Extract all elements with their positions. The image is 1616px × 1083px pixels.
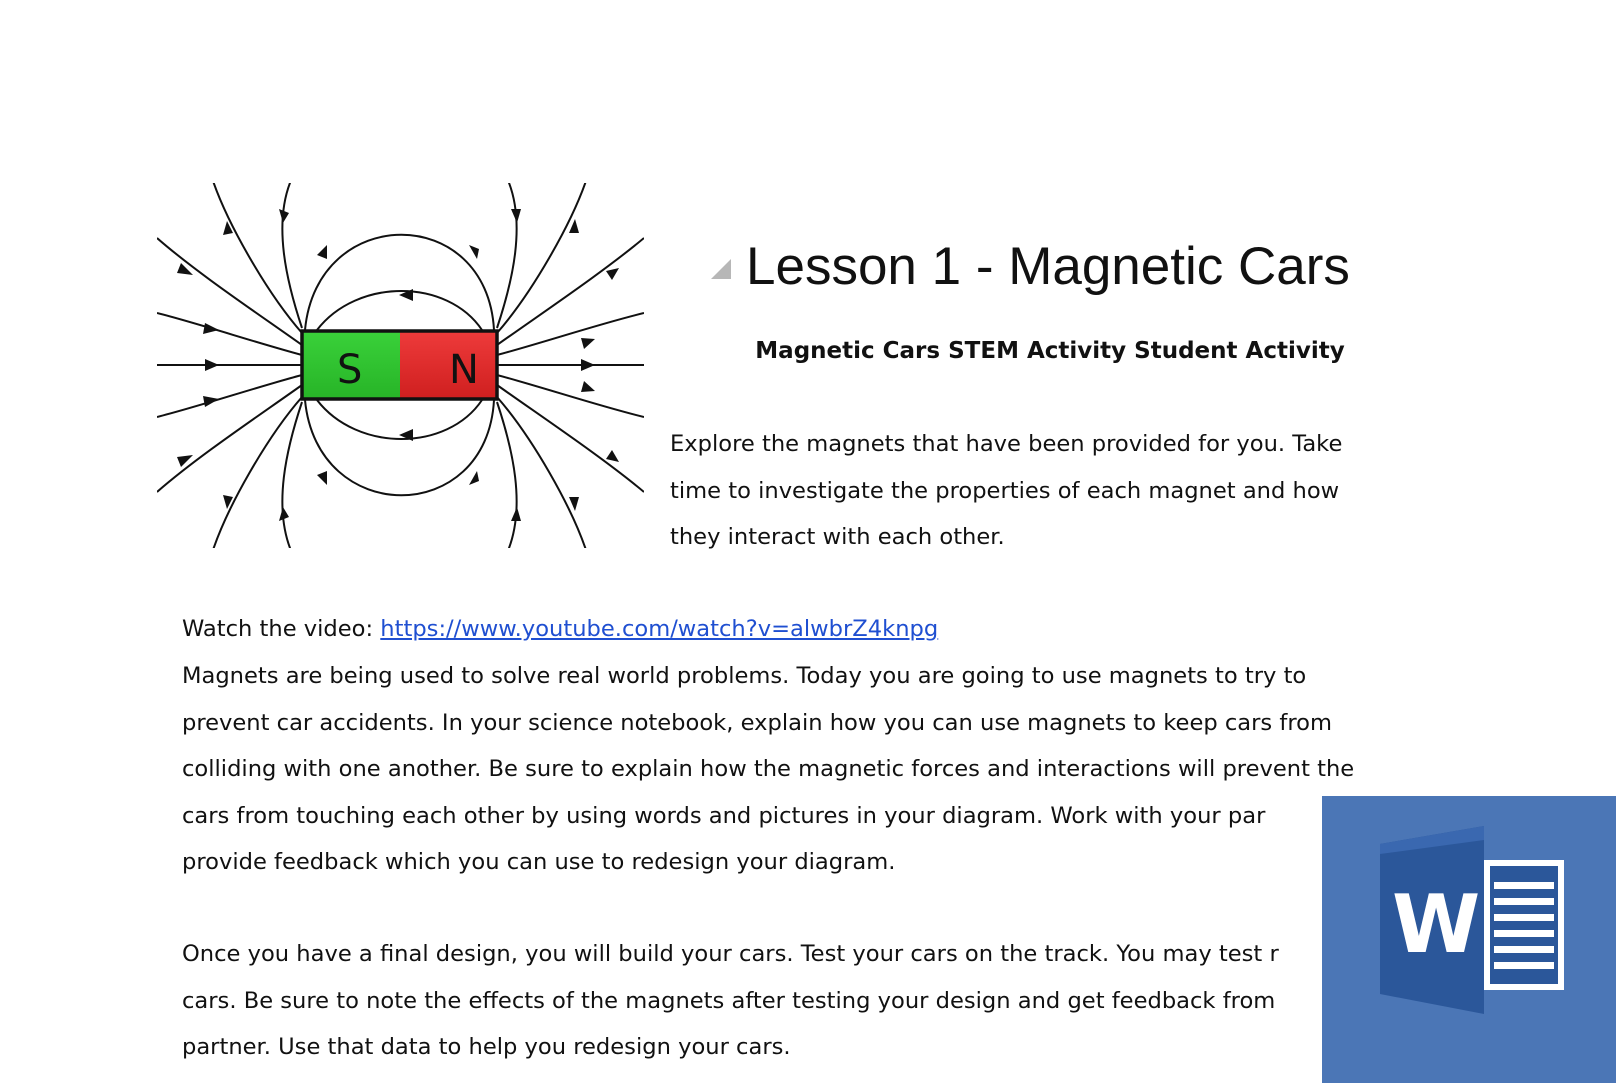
bar-magnet-field-illustration (157, 183, 644, 548)
text-line: colliding with one another. Be sure to explain how the magnetic forces and interactions will prevent the (182, 756, 1355, 782)
field-line (497, 313, 644, 355)
field-arrow (317, 471, 327, 485)
field-arrow (205, 359, 219, 371)
field-line (157, 385, 302, 492)
field-line (497, 183, 587, 333)
instructions-paragraph (182, 653, 1354, 886)
pole-label-north: N (449, 347, 479, 393)
field-line (497, 385, 644, 492)
field-line (497, 397, 587, 548)
field-line (282, 183, 302, 328)
text-line: time to investigate the properties of each magnet and how (670, 477, 1340, 504)
pole-label-south: S (337, 347, 363, 393)
word-letter: W (1392, 878, 1481, 971)
field-arrow (581, 359, 595, 371)
field-line (157, 238, 302, 345)
text-line: they interact with each other. (670, 524, 1005, 550)
field-line (497, 183, 517, 328)
text-line: cars from touching each other by using words and pictures in your diagram. Work with your par (182, 802, 1266, 829)
field-arrow (203, 323, 219, 334)
field-arrow (279, 507, 289, 521)
field-arrow (203, 396, 219, 407)
field-line (497, 238, 644, 345)
field-line (157, 313, 302, 355)
field-arrow (317, 245, 327, 259)
field-line (497, 402, 517, 548)
field-line (317, 291, 482, 330)
field-arrow (581, 381, 595, 392)
text-line: Magnets are being used to solve real world problems. Today you are going to use magnets to try to (182, 663, 1307, 689)
word-app-overlay[interactable] (1322, 796, 1616, 1083)
video-label: Watch the video: (182, 616, 381, 642)
field-arrow (279, 209, 289, 223)
intro-paragraph (670, 421, 1342, 561)
page-subtitle: Magnetic Cars STEM Activity Student Activity (755, 338, 1345, 364)
field-line (212, 183, 302, 333)
field-arrow (469, 245, 479, 259)
field-line (157, 375, 302, 417)
field-line (305, 400, 494, 495)
page-title: Lesson 1 - Magnetic Cars (746, 237, 1350, 296)
build-paragraph (182, 931, 1279, 1071)
text-line: Once you have a final design, you will build your cars. Test your cars on the track. You may test r (182, 941, 1279, 967)
text-line: prevent car accidents. In your science notebook, explain how you can use magnets to keep cars from (182, 709, 1332, 736)
field-arrow (469, 471, 479, 485)
field-line (212, 397, 302, 548)
field-arrow (581, 338, 595, 349)
collapse-heading-icon[interactable] (711, 259, 731, 279)
field-line (305, 235, 494, 330)
text-line: cars. Be sure to note the effects of the magnets after testing your design and get feedback from (182, 987, 1276, 1014)
field-line (282, 402, 302, 548)
field-arrow (569, 219, 579, 233)
field-line (317, 400, 482, 439)
video-link[interactable]: https://www.youtube.com/watch?v=alwbrZ4knpg (380, 616, 939, 642)
field-arrow (569, 497, 579, 511)
video-line (182, 606, 938, 653)
field-arrow (606, 450, 619, 462)
text-line: partner. Use that data to help you redesign your cars. (182, 1034, 791, 1060)
text-line: Explore the magnets that have been provided for you. Take (670, 431, 1343, 457)
text-line: provide feedback which you can use to redesign your diagram. (182, 849, 896, 875)
field-line (497, 375, 644, 417)
field-arrow (606, 268, 619, 280)
word-icon (1322, 796, 1616, 1083)
